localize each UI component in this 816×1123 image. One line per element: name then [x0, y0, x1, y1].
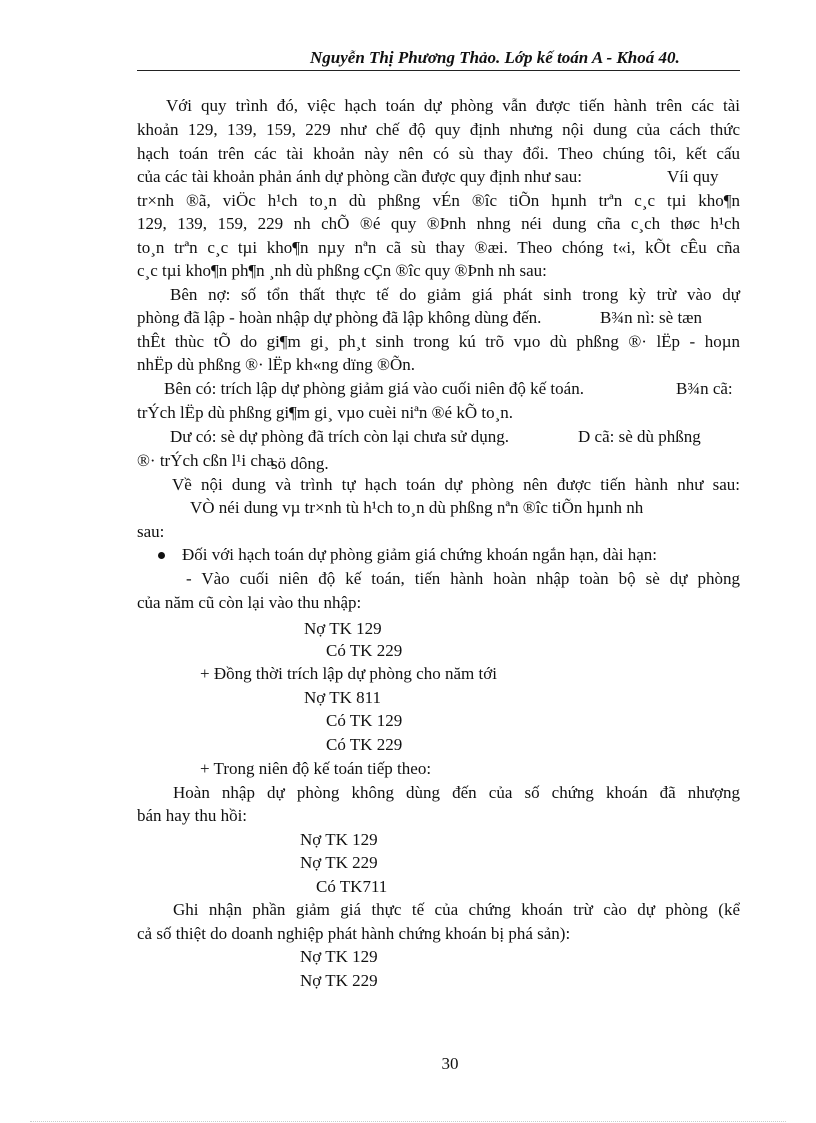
text-line: + Trong niên độ kế toán tiếp theo: [200, 759, 432, 778]
text-line: Bên có: trích lập dự phòng giảm giá vào cuối niên độ kế toán. [164, 379, 584, 398]
text-line: nhËp dù phßng ®· lËp kh«ng dïng ®Õn. [137, 355, 415, 374]
text-line: trÝch lËp dù phßng gi¶m gi¸ vµo cuèi niªn ®é kÕ to¸n. [137, 403, 513, 422]
text-line: phòng đã lập - hoàn nhập dự phòng đã lập không dùng đến. [137, 308, 542, 327]
text-line: Ghi nhận phần giảm giá thực tế của chứng khoán trừ cào dự phòng (kể [173, 900, 740, 919]
text-line: VÒ néi dung vµ tr×nh tù h¹ch to¸n dù phßng nªn ®îc tiÕn hµnh nh [190, 498, 644, 517]
text-line: của năm cũ còn lại vào thu nhập: [137, 593, 362, 612]
text-line: cả số thiệt do doanh nghiệp phát hành chứng khoán bị phá sản): [137, 924, 571, 943]
text-line: Víi quy [667, 167, 719, 186]
text-line: thÊt thùc tÕ do gi¶m gi¸ ph¸t sinh trong kú trõ vµo dù phßng ®· lËp - hoµn [137, 332, 740, 351]
bullet-icon [158, 552, 165, 559]
text-line: 129, 139, 159, 229 nh chÕ ®é quy ®Þnh nhng néi dung cña c¸ch thøc h¹ch [137, 214, 740, 233]
journal-entry: Nợ TK 129 [300, 947, 378, 966]
text-line: bán hay thu hồi: [137, 806, 248, 825]
journal-entry: Có TK 229 [326, 641, 403, 660]
text-line: B¾n nì: sè tæn [600, 308, 703, 327]
journal-entry: Nợ TK 811 [304, 688, 381, 707]
header-rule [137, 70, 740, 71]
text-line: sö dông. [271, 454, 329, 473]
page-header-title: Nguyễn Thị Phương Thảo. Lớp kế toán A - Khoá 40. [310, 48, 680, 67]
text-line: của các tài khoản phản ánh dự phòng cần được quy định như sau: [137, 167, 582, 186]
journal-entry: Nợ TK 229 [300, 853, 378, 872]
page-number: 30 [441, 1054, 459, 1073]
journal-entry: Có TK711 [316, 877, 388, 896]
text-line: Đối với hạch toán dự phòng giảm giá chứng khoán ngắn hạn, dài hạn: [182, 545, 657, 564]
text-line: Hoàn nhập dự phòng không dùng đến của số chứng khoán đã nhượng [173, 783, 740, 802]
text-line: to¸n trªn c¸c tµi kho¶n nµy nªn cã sù thay ®æi. Theo chóng t«i, kÕt cÊu cña [137, 238, 740, 257]
text-line: hạch toán trên các tài khoản này nên có sù thay đổi. Theo chúng tôi, kết cấu [137, 144, 740, 163]
text-line: + Đồng thời trích lập dự phòng cho năm tới [200, 664, 497, 683]
journal-entry: Nợ TK 229 [300, 971, 378, 990]
text-line: - Vào cuối niên độ kế toán, tiến hành hoàn nhập toàn bộ sè dự phòng [186, 569, 740, 588]
journal-entry: Nợ TK 129 [304, 619, 382, 638]
text-line: sau: [137, 522, 165, 541]
journal-entry: Có TK 129 [326, 711, 403, 730]
text-line: c¸c tµi kho¶n ph¶n ¸nh dù phßng cÇn ®îc quy ®Þnh nh sau: [137, 261, 547, 280]
journal-entry: Có TK 229 [326, 735, 403, 754]
text-line: Về nội dung và trình tự hạch toán dự phòng nên được tiến hành như sau: [172, 475, 740, 494]
bottom-rule [30, 1121, 786, 1122]
text-line: ®· trÝch cßn l¹i cha [137, 451, 274, 470]
text-line: khoản 129, 139, 159, 229 như chế độ quy định nhưng nội dung của cách thức [137, 120, 740, 139]
text-line: D cã: sè dù phßng [578, 427, 701, 446]
text-line: Với quy trình đó, việc hạch toán dự phòng vẫn được tiến hành trên các tài [166, 96, 740, 115]
text-line: tr×nh ®ã, viÖc h¹ch to¸n dù phßng vÉn ®îc tiÕn hµnh trªn c¸c tµi kho¶n [137, 191, 740, 210]
text-line: Bên nợ: số tổn thất thực tế do giảm giá phát sinh trong kỳ trừ vào dự [170, 285, 740, 304]
text-line: B¾n cã: [676, 379, 733, 398]
text-line: Dư có: sè dự phòng đã trích còn lại chưa sử dụng. [170, 427, 510, 446]
journal-entry: Nợ TK 129 [300, 830, 378, 849]
